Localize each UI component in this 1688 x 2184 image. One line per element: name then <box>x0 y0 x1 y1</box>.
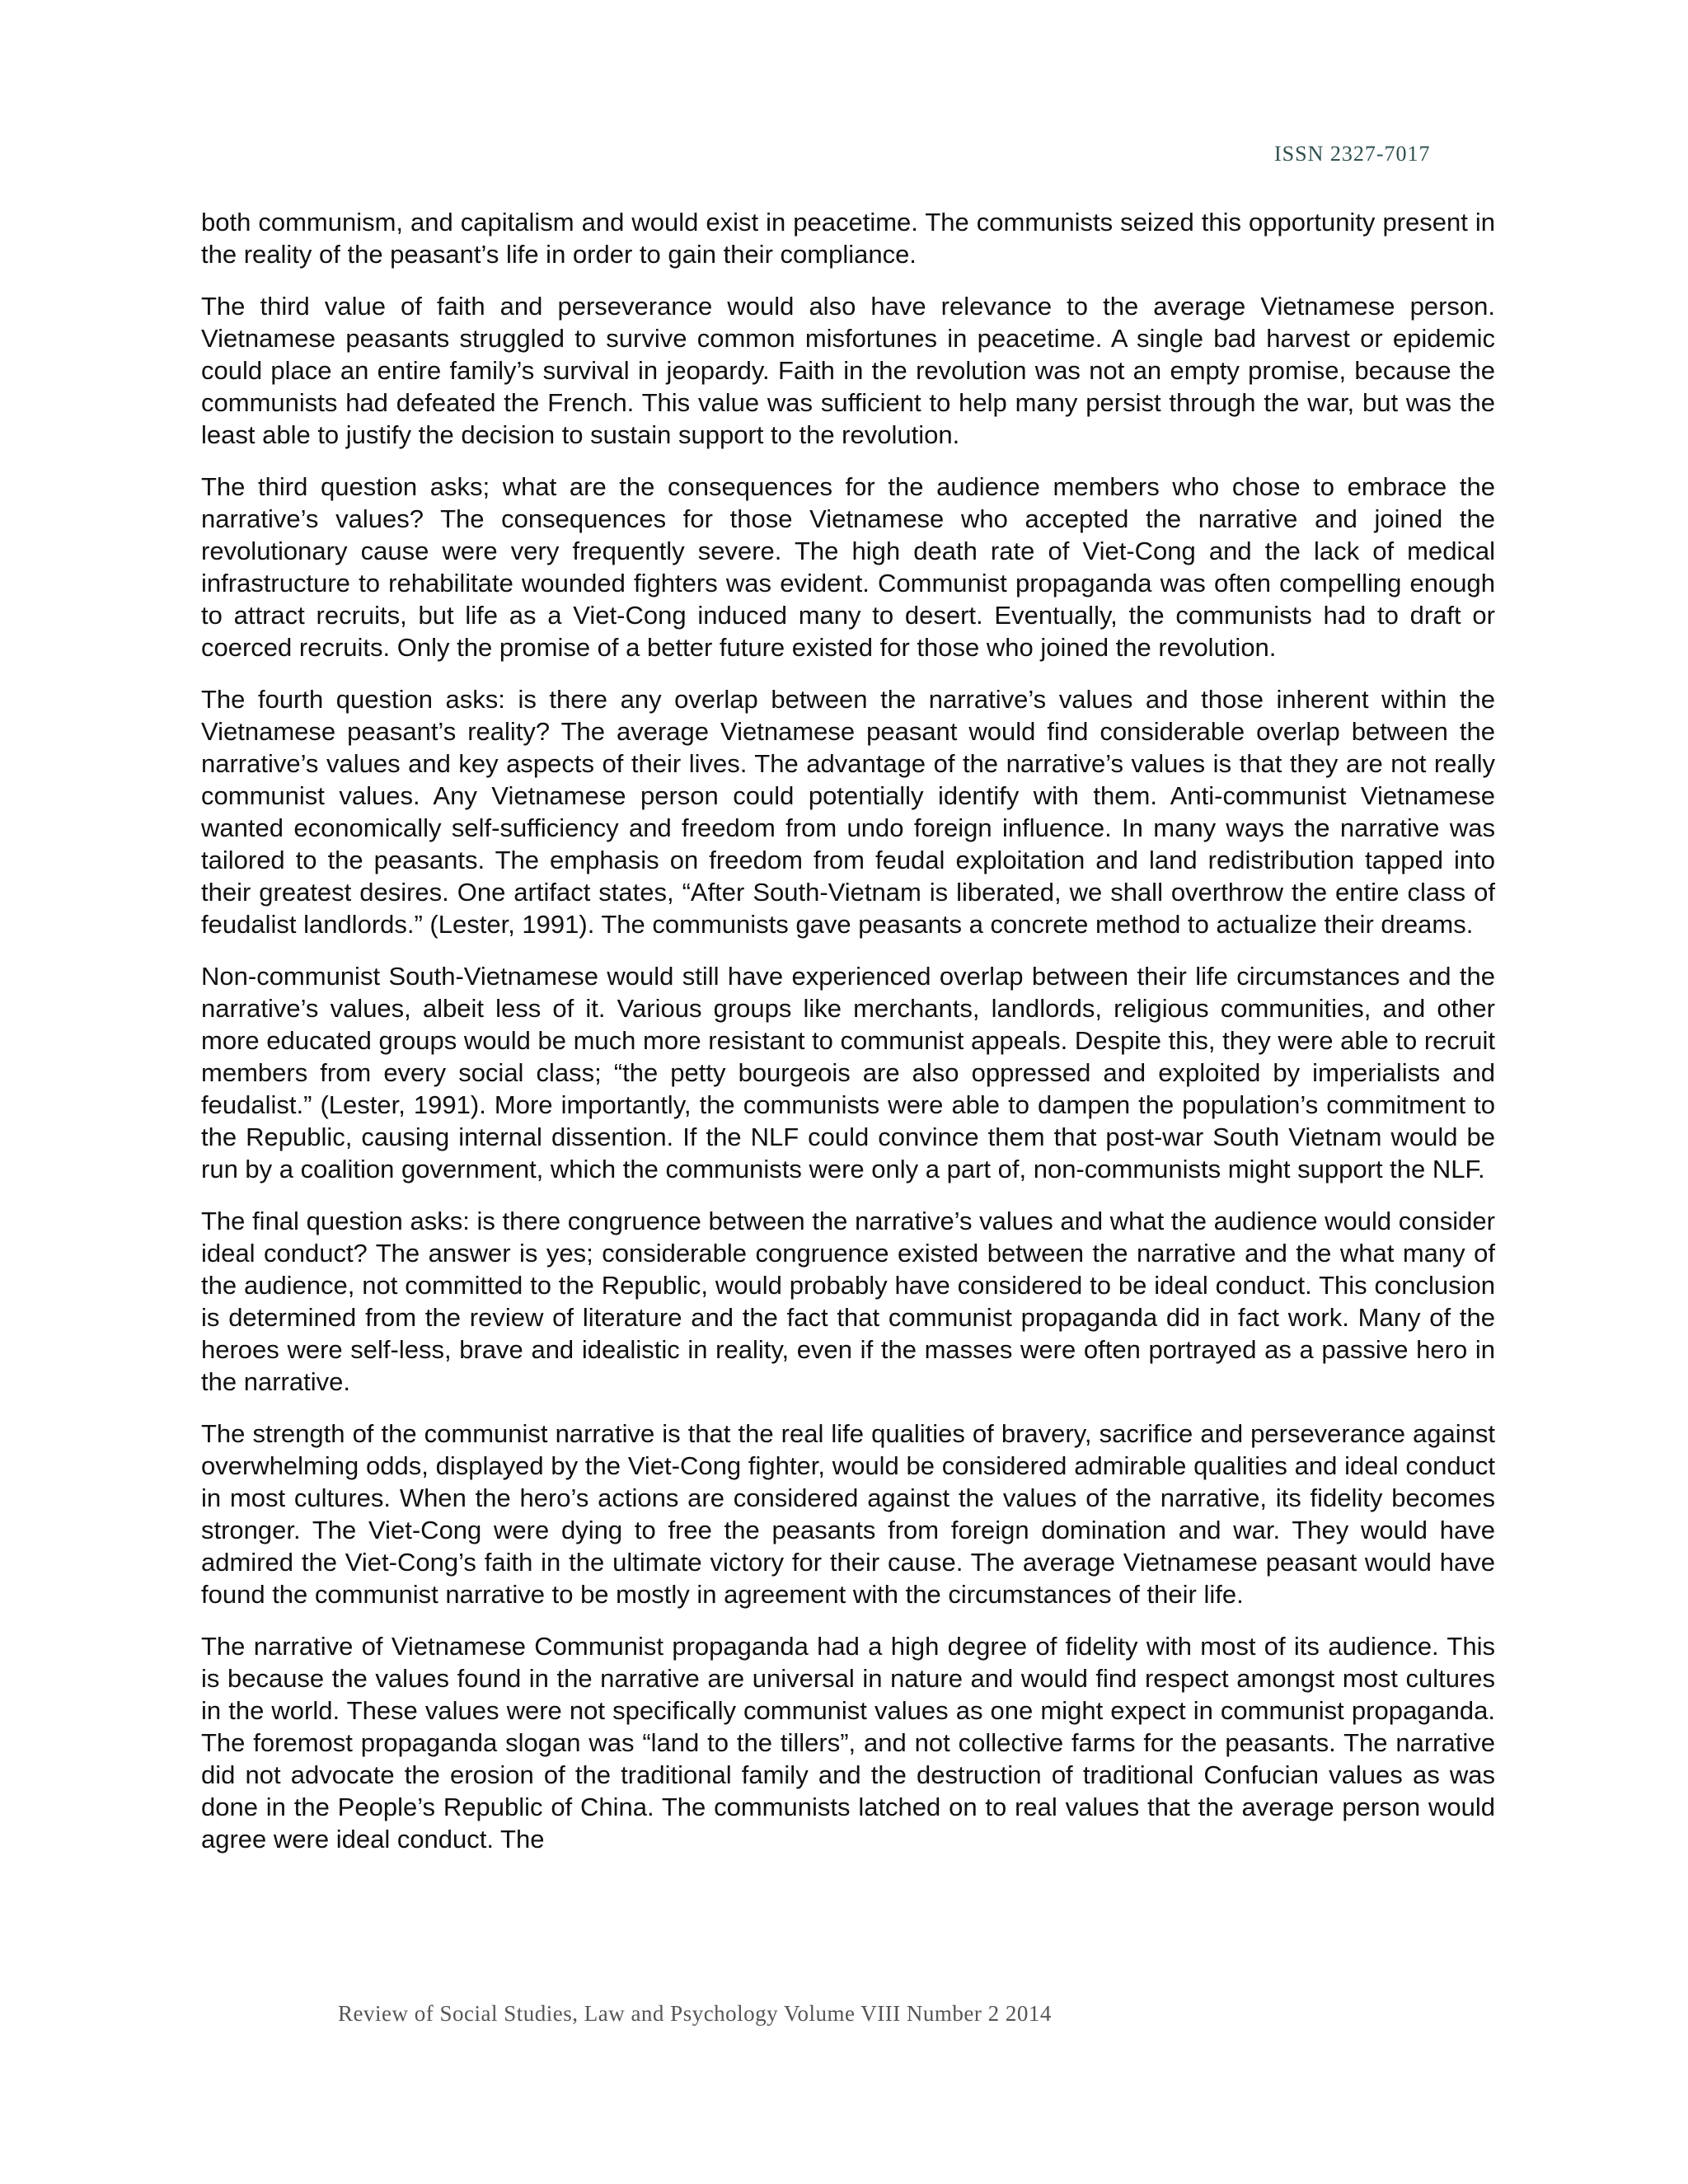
paragraph: The third value of faith and perseverance would also have relevance to the average Vietnamese person. Vietnamese peasants struggled to survive common misfortunes in peacetime. A single bad harvest or epidemic could place an entire family’s survival in jeopardy. Faith in the revolution was not an empty promise, because the communists had defeated the French. This value was sufficient to help many persist through the war, but was the least able to justify the decision to sustain support to the revolution. <box>201 292 1495 449</box>
paragraph: both communism, and capitalism and would exist in peacetime. The communists seized this opportunity present in the reality of the peasant’s life in order to gain their compliance. <box>201 208 1495 269</box>
paragraph: Non-communist South-Vietnamese would still have experienced overlap between their life circumstances and the narrative’s values, albeit less of it. Various groups like merchants, landlords, religious communities, and other more educated groups would be much more resistant to communist appeals. Despite this, they were able to recruit members from every social class; “the petty bourgeois are also oppressed and exploited by imperialists and feudalist.” (Lester, 1991). More importantly, the communists were able to dampen the population’s commitment to the Republic, causing internal dissention. If the NLF could convince them that post-war South Vietnam would be run by a coalition government, which the communists were only a part of, non-communists might support the NLF. <box>201 962 1495 1183</box>
paragraph: The strength of the communist narrative is that the real life qualities of bravery, sacrifice and perseverance against overwhelming odds, displayed by the Viet-Cong fighter, would be considered admirable qualities and ideal conduct in most cultures. When the hero’s actions are considered against the values of the narrative, its fidelity becomes stronger. The Viet-Cong were dying to free the peasants from foreign domination and war. They would have admired the Viet-Cong’s faith in the ultimate victory for their cause. The average Vietnamese peasant would have found the communist narrative to be mostly in agreement with the circumstances of their life. <box>201 1419 1495 1609</box>
issn-header: ISSN 2327-7017 <box>1274 142 1431 166</box>
paragraph: The third question asks; what are the consequences for the audience members who chose to embrace the narrative’s values? The consequences for those Vietnamese who accepted the narrative and joined the revolutionary cause were very frequently severe. The high death rate of Viet-Cong and the lack of medical infrastructure to rehabilitate wounded fighters was evident. Communist propaganda was often compelling enough to attract recruits, but life as a Viet-Cong induced many to desert. Eventually, the communists had to draft or coerced recruits. Only the promise of a better future existed for those who joined the revolution. <box>201 472 1495 662</box>
paragraph: The fourth question asks: is there any overlap between the narrative’s values and those inherent within the Vietnamese peasant’s reality? The average Vietnamese peasant would find considerable overlap between the narrative’s values and key aspects of their lives. The advantage of the narrative’s values is that they are not really communist values. Any Vietnamese person could potentially identify with them. Anti-communist Vietnamese wanted economically self-sufficiency and freedom from undo foreign influence. In many ways the narrative was tailored to the peasants. The emphasis on freedom from feudal exploitation and land redistribution tapped into their greatest desires. One artifact states, “After South-Vietnam is liberated, we shall overthrow the entire class of feudalist landlords.” (Lester, 1991). The communists gave peasants a concrete method to actualize their dreams. <box>201 685 1495 939</box>
journal-footer: Review of Social Studies, Law and Psychology Volume VIII Number 2 2014 <box>338 2001 1052 2026</box>
paragraph: The narrative of Vietnamese Communist propaganda had a high degree of fidelity with most of its audience. This is because the values found in the narrative are universal in nature and would find respect amongst most cultures in the world. These values were not specifically communist values as one might expect in communist propaganda. The foremost propaganda slogan was “land to the tillers”, and not collective farms for the peasants. The narrative did not advocate the erosion of the traditional family and the destruction of traditional Confucian values as was done in the People’s Republic of China. The communists latched on to real values that the average person would agree were ideal conduct. The <box>201 1632 1495 1854</box>
article-body <box>201 206 1495 1875</box>
paragraph: The final question asks: is there congruence between the narrative’s values and what the audience would consider ideal conduct? The answer is yes; considerable congruence existed between the narrative and the what many of the audience, not committed to the Republic, would probably have considered to be ideal conduct. This conclusion is determined from the review of literature and the fact that communist propaganda did in fact work. Many of the heroes were self-less, brave and idealistic in reality, even if the masses were often portrayed as a passive hero in the narrative. <box>201 1207 1495 1396</box>
